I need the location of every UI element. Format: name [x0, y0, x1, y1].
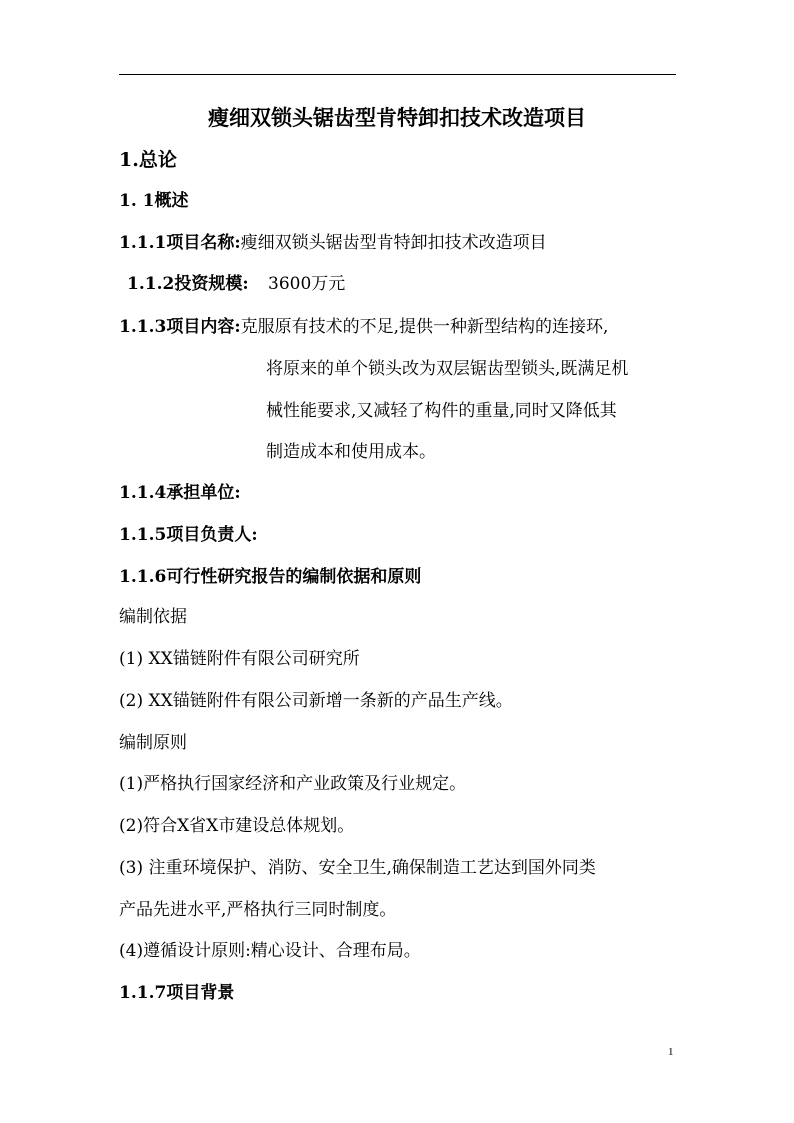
item-1-1-4: 1.1.4承担单位:	[119, 483, 241, 503]
basis-heading: 编制依据	[119, 607, 187, 627]
item-1-1-1-value: 瘦细双锁头锯齿型肯特卸扣技术改造项目	[240, 233, 547, 253]
item-1-1-1	[119, 232, 547, 254]
item-1-1-5: 1.1.5项目负责人:	[119, 525, 258, 545]
section-heading-1-1: 1. 1概述	[119, 191, 189, 211]
basis-item-2: (2) XX锚链附件有限公司新增一条新的产品生产线。	[119, 691, 513, 711]
basis-item-1: (1) XX锚链附件有限公司研究所	[119, 649, 360, 669]
page-number: 1	[668, 1046, 674, 1058]
item-1-1-6: 1.1.6可行性研究报告的编制依据和原则	[119, 567, 422, 587]
item-1-1-2	[127, 273, 345, 295]
item-1-1-3-label: 1.1.3项目内容:	[119, 317, 241, 337]
principle-item-4: (4)遵循设计原则:精心设计、合理布局。	[119, 941, 421, 961]
item-1-1-1-label: 1.1.1项目名称:	[119, 233, 241, 253]
document-title: 瘦细双锁头锯齿型肯特卸扣技术改造项目	[208, 105, 586, 130]
item-1-1-2-label: 1.1.2投资规模:	[127, 274, 249, 294]
principle-item-3-line2: 产品先进水平,严格执行三同时制度。	[119, 900, 397, 920]
item-1-1-2-value: 3600万元	[268, 274, 346, 294]
item-1-1-3-line2: 将原来的单个锁头改为双层锯齿型锁头,既满足机	[266, 359, 629, 379]
principles-heading: 编制原则	[119, 733, 187, 753]
principle-item-2: (2)符合X省X市建设总体规划。	[119, 816, 355, 836]
item-1-1-7: 1.1.7项目背景	[119, 983, 235, 1003]
item-1-1-3-line3: 械性能要求,又减轻了构件的重量,同时又降低其	[266, 401, 617, 421]
header-rule	[119, 74, 676, 75]
item-1-1-3	[119, 316, 608, 338]
item-1-1-3-line1: 克服原有技术的不足,提供一种新型结构的连接环,	[240, 317, 609, 337]
principle-item-3-line1: (3) 注重环境保护、消防、安全卫生,确保制造工艺达到国外同类	[119, 858, 596, 878]
item-1-1-3-line4: 制造成本和使用成本。	[266, 442, 436, 462]
principle-item-1: (1)严格执行国家经济和产业政策及行业规定。	[119, 774, 467, 794]
section-heading-1: 1.总论	[119, 149, 177, 171]
